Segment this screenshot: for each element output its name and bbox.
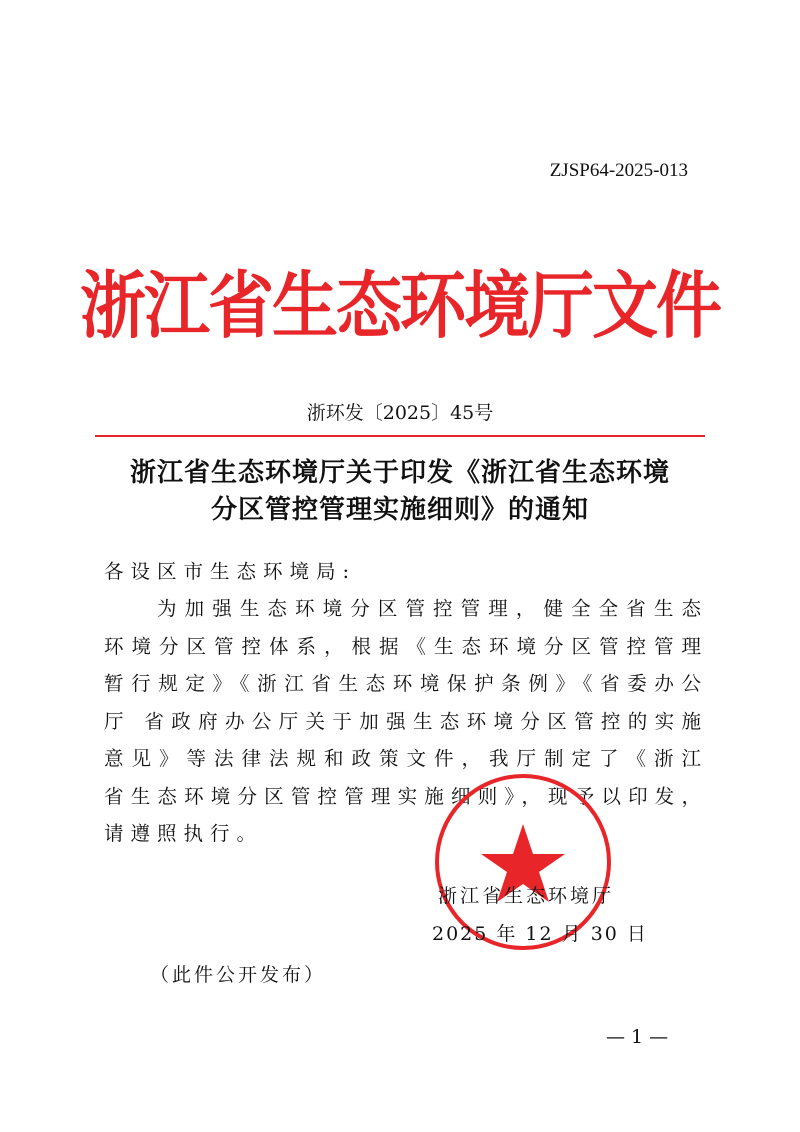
document-code: ZJSP64-2025-013 (549, 160, 688, 181)
document-title-line-2: 分区管控管理实施细则》的通知 (210, 495, 589, 525)
body-paragraph: 为加强生态环境分区管控管理，健全全省生态环境分区管控体系，根据《生态环境分区管控管理暂行规定》《浙江省生态环境保护条例》《省委办公厅 省政府办公厅关于加强生态环境分区管控的实施意见》等法律法规和政策文件，我厅制定了《浙江省生态环境分区管控管理实施细则》，现予以印发，请遵照执行。 (104, 597, 708, 845)
document-number: 浙环发〔2025〕45号 (306, 402, 494, 424)
signature-organization: 浙江省生态环境厅 (438, 885, 615, 907)
issuer-banner: 浙江省生态环境厅文件 (80, 263, 720, 349)
salutation: 各设区市生态环境局: (104, 560, 357, 583)
document-title-line-1: 浙江省生态环境厅关于印发《浙江省生态环境 (129, 458, 670, 488)
publication-note: （此件公开发布） (150, 964, 327, 986)
page-number: — 1 — (606, 1026, 669, 1048)
red-divider (95, 435, 705, 437)
signature-date: 2025 年 12 月 30 日 (432, 923, 648, 945)
